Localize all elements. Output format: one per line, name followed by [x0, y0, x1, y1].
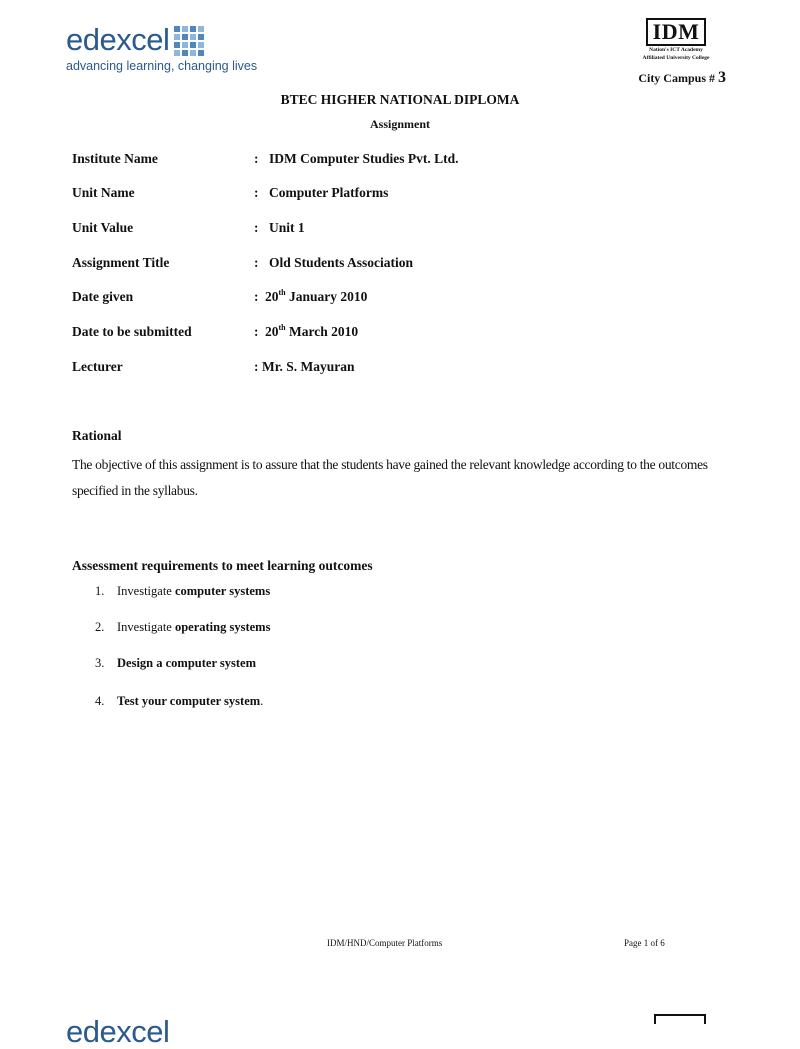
next-page-idm-logo	[654, 1014, 706, 1024]
rational-heading: Rational	[72, 428, 122, 443]
assignment-title-value: Old Students Association	[269, 255, 414, 270]
date-submit-sup: th	[278, 323, 286, 332]
document-title: BTEC HIGHER NATIONAL DIPLOMA	[280, 92, 520, 107]
idm-logo	[626, 18, 726, 62]
list-item	[95, 694, 263, 709]
colon: :	[254, 324, 259, 339]
colon: :	[254, 289, 259, 304]
list-suffix: .	[260, 694, 264, 708]
institute-value: IDM Computer Studies Pvt. Ltd.	[269, 151, 459, 166]
date-submit-rest: March 2010	[289, 324, 359, 339]
unit-name-label: Unit Name	[72, 185, 135, 200]
list-number: 2.	[95, 620, 105, 634]
list-bold: operating systems	[174, 620, 271, 634]
campus-label	[638, 69, 726, 87]
footer-doc-id: IDM/HND/Computer Platforms	[327, 938, 443, 948]
date-submit-day: 20	[265, 324, 279, 339]
idm-logo-text: IDM	[646, 18, 707, 46]
list-item	[95, 584, 270, 599]
list-item	[95, 656, 256, 671]
list-bold: Test your computer system	[117, 694, 261, 708]
date-given-label: Date given	[72, 289, 134, 304]
date-given-sup: th	[278, 288, 286, 297]
unit-name-value: Computer Platforms	[269, 185, 389, 200]
logo-grid-icon	[174, 26, 204, 56]
list-number: 4.	[95, 694, 105, 708]
rational-text: The objective of this assignment is to assure that the students have gained the relevant knowledge according to the outcomes specified in the syllabus.	[72, 457, 708, 498]
colon: :	[254, 151, 259, 166]
list-number: 1.	[95, 584, 105, 598]
date-given-rest: January 2010	[289, 289, 368, 304]
date-given-day: 20	[265, 289, 279, 304]
next-page-logo	[66, 1014, 236, 1049]
lecturer-value: Mr. S. Mayuran	[262, 359, 355, 374]
idm-sub-line-1: Nation's ICT Academy	[649, 47, 703, 53]
assessment-heading: Assessment requirements to meet learning outcomes	[72, 558, 373, 573]
campus-number: 3	[718, 69, 726, 86]
list-item	[95, 620, 270, 635]
list-number: 3.	[95, 656, 105, 670]
colon: :	[254, 359, 259, 374]
list-bold: computer systems	[174, 584, 271, 598]
campus-text: City Campus #	[638, 71, 715, 85]
logo-word: edexcel	[66, 22, 170, 57]
date-submit-value	[265, 324, 358, 340]
footer-page-number: Page 1 of 6	[624, 938, 665, 948]
idm-sub-line-2: Affiliated University College	[642, 55, 710, 61]
logo-tagline: advancing learning, changing lives	[66, 59, 258, 73]
colon: :	[254, 185, 259, 200]
assignment-title-label: Assignment Title	[72, 255, 170, 270]
list-prefix: Investigate	[117, 620, 175, 634]
date-submit-label: Date to be submitted	[72, 324, 192, 339]
next-page-logo-word: edexcel	[66, 1014, 170, 1049]
list-prefix: Investigate	[117, 584, 175, 598]
colon: :	[254, 220, 259, 235]
document-subtitle: Assignment	[369, 117, 430, 131]
institute-label: Institute Name	[72, 151, 158, 166]
unit-value-value: Unit 1	[269, 220, 305, 235]
unit-value-label: Unit Value	[72, 220, 134, 235]
list-bold: Design a computer system	[117, 656, 256, 670]
date-given-value	[265, 289, 367, 305]
colon: :	[254, 255, 259, 270]
edexcel-logo	[66, 24, 257, 73]
lecturer-label: Lecturer	[72, 359, 123, 374]
